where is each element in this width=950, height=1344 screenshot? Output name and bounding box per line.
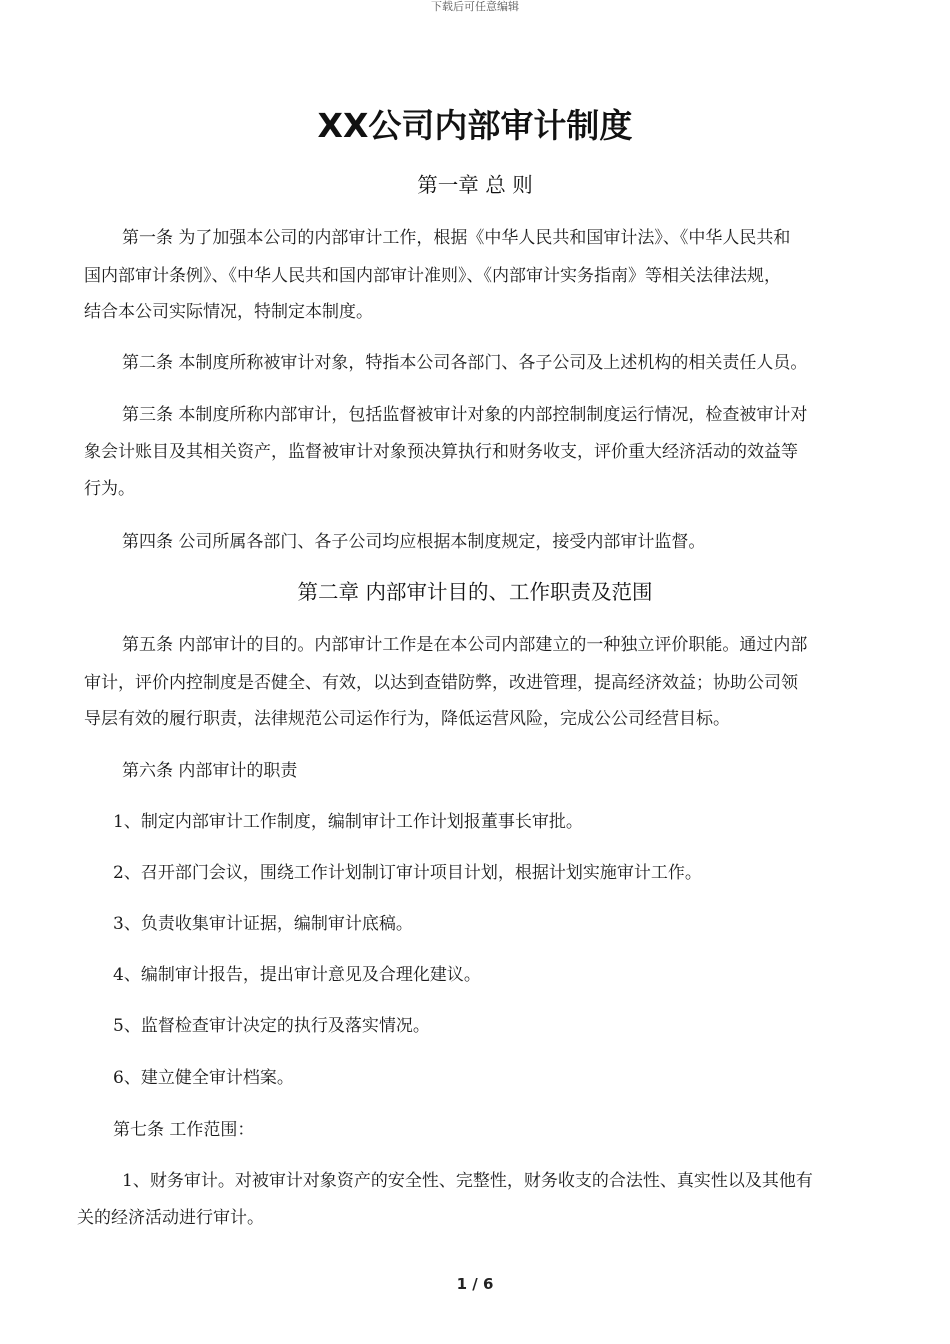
scope-1-line-1: 1、财务审计。对被审计对象资产的安全性、完整性，财务收支的合法性、真实性以及其他有 (122, 1171, 813, 1191)
article-7: 第七条 工作范围： (113, 1120, 255, 1140)
article-4: 第四条 公司所属各部门、各子公司均应根据本制度规定，接受内部审计监督。 (122, 532, 706, 552)
article-1-line-2: 国内部审计条例》、《中华人民共和国内部审计准则》、《内部审计实务指南》等相关法律法规， (84, 266, 781, 286)
duty-item: 5、监督检查审计决定的执行及落实情况。 (113, 1016, 430, 1036)
chapter-1-heading: 第一章 总 则 (417, 173, 533, 197)
scope-1-line-2: 关的经济活动进行审计。 (77, 1208, 264, 1228)
page-header: 下载后可任意编辑 (431, 0, 519, 13)
duty-item: 2、召开部门会议，围绕工作计划制订审计项目计划，根据计划实施审计工作。 (113, 863, 702, 883)
duty-item: 1、制定内部审计工作制度，编制审计工作计划报董事长审批。 (113, 812, 583, 832)
document-title: XX公司内部审计制度 (317, 106, 633, 145)
article-1-line-1: 第一条 为了加强本公司的内部审计工作，根据《中华人民共和国审计法》、《中华人民共和 (122, 228, 791, 248)
article-2: 第二条 本制度所称被审计对象，特指本公司各部门、各子公司及上述机构的相关责任人员。 (122, 353, 808, 373)
article-3-line-3: 行为。 (84, 479, 135, 499)
article-5-line-3: 导层有效的履行职责，法律规范公司运作行为，降低运营风险，完成公公司经营目标。 (84, 709, 730, 729)
article-3-line-2: 象会计账目及其相关资产，监督被审计对象预决算执行和财务收支，评价重大经济活动的效益等 (84, 442, 798, 462)
duty-item: 6、建立健全审计档案。 (113, 1068, 294, 1088)
chapter-2-heading: 第二章 内部审计目的、工作职责及范围 (297, 580, 653, 604)
article-6: 第六条 内部审计的职责 (122, 761, 298, 781)
article-5-line-1: 第五条 内部审计的目的。内部审计工作是在本公司内部建立的一种独立评价职能。通过内部 (122, 635, 808, 655)
article-5-line-2: 审计，评价内控制度是否健全、有效，以达到查错防弊，改进管理，提高经济效益；协助公司领 (84, 673, 798, 693)
article-1-line-3: 结合本公司实际情况，特制定本制度。 (84, 302, 373, 322)
duty-item: 3、负责收集审计证据，编制审计底稿。 (113, 914, 413, 934)
page-number: 1 / 6 (456, 1275, 494, 1293)
duty-item: 4、编制审计报告，提出审计意见及合理化建议。 (113, 965, 481, 985)
article-3-line-1: 第三条 本制度所称内部审计，包括监督被审计对象的内部控制制度运行情况，检查被审计对 (122, 405, 808, 425)
